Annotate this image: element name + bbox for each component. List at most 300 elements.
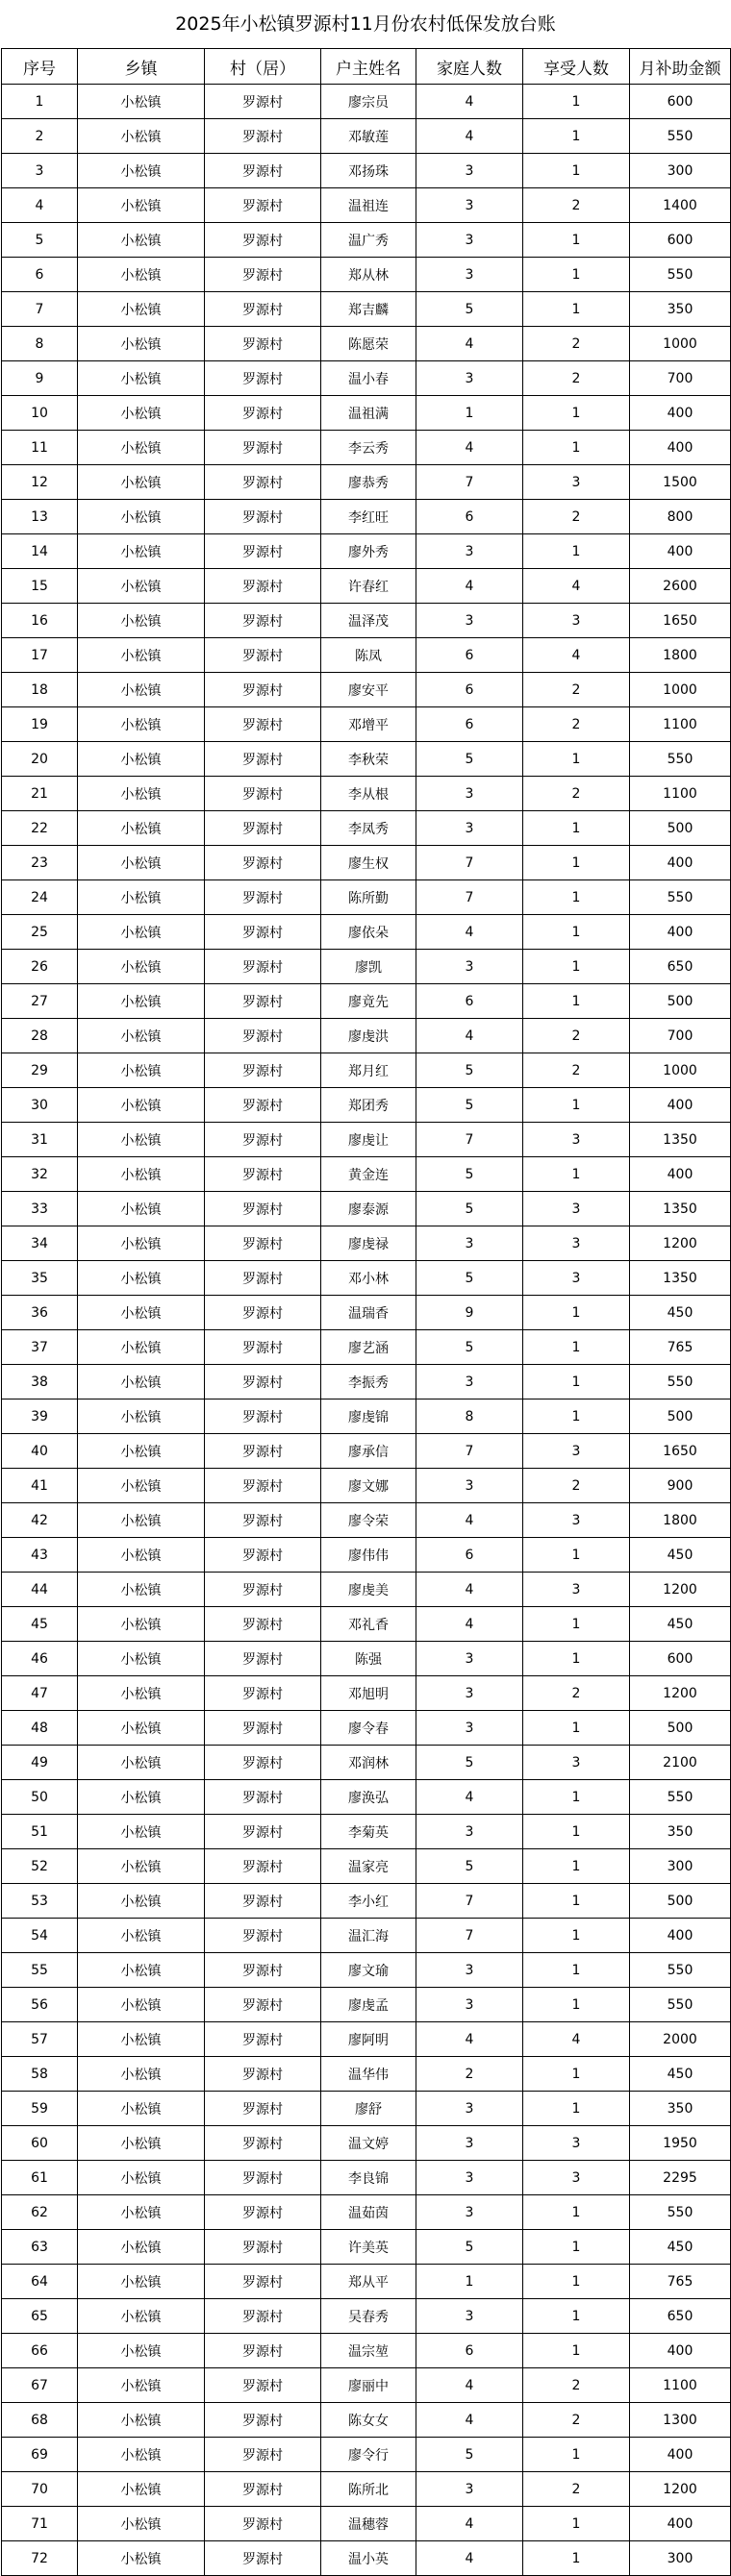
family-size: 7 [416,846,523,880]
family-size: 4 [416,1573,523,1607]
table-row [2,1192,731,1226]
householder-name: 温泽茂 [321,604,416,638]
family-size: 3 [416,2161,523,2195]
township-cell: 小松镇 [78,1953,205,1988]
township-cell: 小松镇 [78,2299,205,2334]
village-cell: 罗源村 [205,707,321,742]
village-cell: 罗源村 [205,2541,321,2576]
beneficiary-count: 1 [523,811,630,846]
householder-name: 廖虔锦 [321,1399,416,1434]
township-cell: 小松镇 [78,707,205,742]
table-row [2,984,731,1019]
row-index: 21 [2,777,78,811]
family-size: 7 [416,1884,523,1919]
row-index: 35 [2,1261,78,1296]
beneficiary-count: 1 [523,154,630,188]
village-cell: 罗源村 [205,1053,321,1088]
family-size: 3 [416,950,523,984]
monthly-subsidy: 1100 [630,707,731,742]
table-row [2,1711,731,1746]
monthly-subsidy: 400 [630,915,731,950]
monthly-subsidy: 600 [630,1642,731,1676]
township-cell: 小松镇 [78,2161,205,2195]
monthly-subsidy: 900 [630,1469,731,1503]
family-size: 4 [416,569,523,604]
householder-name: 温祖连 [321,188,416,223]
family-size: 5 [416,1330,523,1365]
village-cell: 罗源村 [205,1676,321,1711]
monthly-subsidy: 1950 [630,2126,731,2161]
row-index: 36 [2,1296,78,1330]
beneficiary-count: 1 [523,1919,630,1953]
table-row [2,2403,731,2438]
beneficiary-count: 2 [523,361,630,396]
monthly-subsidy: 1100 [630,2368,731,2403]
township-cell: 小松镇 [78,188,205,223]
table-row [2,2126,731,2161]
township-cell: 小松镇 [78,2472,205,2507]
village-cell: 罗源村 [205,2438,321,2472]
township-cell: 小松镇 [78,638,205,673]
family-size: 9 [416,1296,523,1330]
table-row [2,742,731,777]
table-row [2,1573,731,1607]
ledger-table [1,48,731,2576]
beneficiary-count: 3 [523,1226,630,1261]
table-row [2,2299,731,2334]
row-index: 10 [2,396,78,431]
table-row [2,1815,731,1849]
householder-name: 廖宗员 [321,85,416,119]
beneficiary-count: 3 [523,1746,630,1780]
row-index: 69 [2,2438,78,2472]
householder-name: 温汇海 [321,1919,416,1953]
table-row [2,1365,731,1399]
table-row [2,1019,731,1053]
beneficiary-count: 1 [523,396,630,431]
township-cell: 小松镇 [78,1330,205,1365]
village-cell: 罗源村 [205,1746,321,1780]
householder-name: 廖伟伟 [321,1538,416,1573]
monthly-subsidy: 1350 [630,1123,731,1157]
householder-name: 温茹茵 [321,2195,416,2230]
householder-name: 李红旺 [321,500,416,534]
village-cell: 罗源村 [205,742,321,777]
family-size: 4 [416,2403,523,2438]
township-cell: 小松镇 [78,950,205,984]
township-cell: 小松镇 [78,1815,205,1849]
householder-name: 李良锦 [321,2161,416,2195]
householder-name: 廖虔洪 [321,1019,416,1053]
monthly-subsidy: 300 [630,2541,731,2576]
village-cell: 罗源村 [205,1019,321,1053]
row-index: 72 [2,2541,78,2576]
row-index: 61 [2,2161,78,2195]
beneficiary-count: 2 [523,2403,630,2438]
monthly-subsidy: 2600 [630,569,731,604]
monthly-subsidy: 300 [630,1849,731,1884]
family-size: 2 [416,2057,523,2092]
row-index: 39 [2,1399,78,1434]
monthly-subsidy: 450 [630,1296,731,1330]
township-cell: 小松镇 [78,2438,205,2472]
village-cell: 罗源村 [205,1226,321,1261]
family-size: 3 [416,1365,523,1399]
township-cell: 小松镇 [78,1538,205,1573]
family-size: 8 [416,1399,523,1434]
village-cell: 罗源村 [205,1884,321,1919]
table-row [2,1538,731,1573]
family-size: 3 [416,1226,523,1261]
family-size: 3 [416,811,523,846]
family-size: 5 [416,1088,523,1123]
householder-name: 廖恭秀 [321,465,416,500]
monthly-subsidy: 400 [630,534,731,569]
village-cell: 罗源村 [205,1469,321,1503]
table-row [2,431,731,465]
family-size: 3 [416,1711,523,1746]
householder-name: 温瑞香 [321,1296,416,1330]
row-index: 16 [2,604,78,638]
beneficiary-count: 1 [523,1642,630,1676]
township-cell: 小松镇 [78,500,205,534]
monthly-subsidy: 550 [630,119,731,154]
row-index: 60 [2,2126,78,2161]
monthly-subsidy: 550 [630,258,731,292]
village-cell: 罗源村 [205,2299,321,2334]
row-index: 26 [2,950,78,984]
beneficiary-count: 2 [523,1053,630,1088]
monthly-subsidy: 1500 [630,465,731,500]
village-cell: 罗源村 [205,2022,321,2057]
monthly-subsidy: 600 [630,85,731,119]
table-row [2,1226,731,1261]
village-cell: 罗源村 [205,1953,321,1988]
beneficiary-count: 1 [523,2541,630,2576]
township-cell: 小松镇 [78,1053,205,1088]
village-cell: 罗源村 [205,1849,321,1884]
family-size: 4 [416,2507,523,2541]
village-cell: 罗源村 [205,1296,321,1330]
row-index: 50 [2,1780,78,1815]
township-cell: 小松镇 [78,811,205,846]
householder-name: 吴春秀 [321,2299,416,2334]
monthly-subsidy: 400 [630,1157,731,1192]
row-index: 46 [2,1642,78,1676]
row-index: 59 [2,2092,78,2126]
row-index: 57 [2,2022,78,2057]
township-cell: 小松镇 [78,569,205,604]
householder-name: 温广秀 [321,223,416,258]
family-size: 4 [416,2022,523,2057]
beneficiary-count: 1 [523,534,630,569]
township-cell: 小松镇 [78,465,205,500]
township-cell: 小松镇 [78,223,205,258]
beneficiary-count: 1 [523,1711,630,1746]
village-cell: 罗源村 [205,1815,321,1849]
row-index: 3 [2,154,78,188]
township-cell: 小松镇 [78,1503,205,1538]
beneficiary-count: 3 [523,1192,630,1226]
beneficiary-count: 2 [523,2368,630,2403]
village-cell: 罗源村 [205,1261,321,1296]
row-index: 29 [2,1053,78,1088]
row-index: 71 [2,2507,78,2541]
monthly-subsidy: 2100 [630,1746,731,1780]
village-cell: 罗源村 [205,1503,321,1538]
row-index: 13 [2,500,78,534]
township-cell: 小松镇 [78,742,205,777]
village-cell: 罗源村 [205,1365,321,1399]
village-cell: 罗源村 [205,1330,321,1365]
village-cell: 罗源村 [205,2368,321,2403]
family-size: 1 [416,396,523,431]
col-householder-header: 户主姓名 [321,49,416,85]
monthly-subsidy: 650 [630,2299,731,2334]
monthly-subsidy: 1000 [630,1053,731,1088]
table-row [2,1157,731,1192]
village-cell: 罗源村 [205,2161,321,2195]
village-cell: 罗源村 [205,500,321,534]
family-size: 3 [416,223,523,258]
family-size: 4 [416,2541,523,2576]
village-cell: 罗源村 [205,188,321,223]
page-title: 2025年小松镇罗源村11月份农村低保发放台账 [175,13,556,35]
village-cell: 罗源村 [205,984,321,1019]
family-size: 5 [416,742,523,777]
table-row [2,2472,731,2507]
family-size: 3 [416,2299,523,2334]
monthly-subsidy: 2295 [630,2161,731,2195]
family-size: 6 [416,984,523,1019]
beneficiary-count: 1 [523,1815,630,1849]
householder-name: 廖外秀 [321,534,416,569]
village-cell: 罗源村 [205,1573,321,1607]
row-index: 31 [2,1123,78,1157]
family-size: 4 [416,85,523,119]
householder-name: 黄金连 [321,1157,416,1192]
col-monthly-subsidy-header: 月补助金额 [630,49,731,85]
table-row [2,2438,731,2472]
township-cell: 小松镇 [78,1192,205,1226]
row-index: 44 [2,1573,78,1607]
table-row [2,1469,731,1503]
row-index: 53 [2,1884,78,1919]
table-row [2,638,731,673]
village-cell: 罗源村 [205,604,321,638]
family-size: 3 [416,258,523,292]
township-cell: 小松镇 [78,1088,205,1123]
township-cell: 小松镇 [78,396,205,431]
village-cell: 罗源村 [205,1123,321,1157]
beneficiary-count: 3 [523,1261,630,1296]
township-cell: 小松镇 [78,1157,205,1192]
township-cell: 小松镇 [78,2403,205,2438]
table-row [2,1261,731,1296]
householder-name: 邓旭明 [321,1676,416,1711]
table-row [2,119,731,154]
monthly-subsidy: 400 [630,2334,731,2368]
householder-name: 邓礼香 [321,1607,416,1642]
family-size: 5 [416,2230,523,2265]
beneficiary-count: 1 [523,1157,630,1192]
householder-name: 陈女女 [321,2403,416,2438]
beneficiary-count: 3 [523,2161,630,2195]
village-cell: 罗源村 [205,2092,321,2126]
township-cell: 小松镇 [78,327,205,361]
family-size: 6 [416,707,523,742]
householder-name: 廖文瑜 [321,1953,416,1988]
village-cell: 罗源村 [205,1780,321,1815]
row-index: 5 [2,223,78,258]
table-row [2,1123,731,1157]
beneficiary-count: 1 [523,258,630,292]
monthly-subsidy: 765 [630,2265,731,2299]
row-index: 56 [2,1988,78,2022]
village-cell: 罗源村 [205,569,321,604]
village-cell: 罗源村 [205,1088,321,1123]
family-size: 6 [416,673,523,707]
table-row [2,1503,731,1538]
monthly-subsidy: 400 [630,396,731,431]
monthly-subsidy: 350 [630,2092,731,2126]
monthly-subsidy: 1200 [630,1676,731,1711]
beneficiary-count: 1 [523,2438,630,2472]
beneficiary-count: 1 [523,2195,630,2230]
householder-name: 廖令荣 [321,1503,416,1538]
beneficiary-count: 1 [523,2265,630,2299]
family-size: 3 [416,1815,523,1849]
table-row [2,2368,731,2403]
householder-name: 温小春 [321,361,416,396]
beneficiary-count: 1 [523,85,630,119]
village-cell: 罗源村 [205,2230,321,2265]
monthly-subsidy: 550 [630,2195,731,2230]
monthly-subsidy: 450 [630,2230,731,2265]
householder-name: 廖安平 [321,673,416,707]
table-row [2,1676,731,1711]
village-cell: 罗源村 [205,811,321,846]
row-index: 49 [2,1746,78,1780]
village-cell: 罗源村 [205,154,321,188]
beneficiary-count: 1 [523,880,630,915]
family-size: 3 [416,2092,523,2126]
monthly-subsidy: 400 [630,2507,731,2541]
row-index: 66 [2,2334,78,2368]
family-size: 7 [416,465,523,500]
householder-name: 温华伟 [321,2057,416,2092]
table-row [2,292,731,327]
householder-name: 郑从平 [321,2265,416,2299]
monthly-subsidy: 650 [630,950,731,984]
householder-name: 陈所北 [321,2472,416,2507]
householder-name: 李从根 [321,777,416,811]
householder-name: 邓扬珠 [321,154,416,188]
village-cell: 罗源村 [205,777,321,811]
row-index: 32 [2,1157,78,1192]
township-cell: 小松镇 [78,1123,205,1157]
householder-name: 温家亮 [321,1849,416,1884]
col-beneficiaries-header: 享受人数 [523,49,630,85]
township-cell: 小松镇 [78,1919,205,1953]
village-cell: 罗源村 [205,2195,321,2230]
table-body [2,85,731,2576]
township-cell: 小松镇 [78,1676,205,1711]
householder-name: 李凤秀 [321,811,416,846]
beneficiary-count: 1 [523,915,630,950]
monthly-subsidy: 550 [630,1365,731,1399]
village-cell: 罗源村 [205,1919,321,1953]
village-cell: 罗源村 [205,327,321,361]
beneficiary-count: 4 [523,638,630,673]
table-row [2,2161,731,2195]
beneficiary-count: 1 [523,292,630,327]
table-row [2,950,731,984]
township-cell: 小松镇 [78,1296,205,1330]
table-row [2,1953,731,1988]
row-index: 9 [2,361,78,396]
township-cell: 小松镇 [78,880,205,915]
householder-name: 李振秀 [321,1365,416,1399]
township-cell: 小松镇 [78,777,205,811]
table-row [2,2022,731,2057]
family-size: 7 [416,1434,523,1469]
row-index: 7 [2,292,78,327]
township-cell: 小松镇 [78,2265,205,2299]
family-size: 4 [416,915,523,950]
householder-name: 廖阿明 [321,2022,416,2057]
beneficiary-count: 1 [523,1365,630,1399]
householder-name: 廖虔让 [321,1123,416,1157]
beneficiary-count: 1 [523,1849,630,1884]
beneficiary-count: 1 [523,2334,630,2368]
beneficiary-count: 3 [523,1503,630,1538]
row-index: 2 [2,119,78,154]
beneficiary-count: 2 [523,188,630,223]
beneficiary-count: 4 [523,569,630,604]
table-row [2,1088,731,1123]
beneficiary-count: 3 [523,2126,630,2161]
family-size: 3 [416,2195,523,2230]
family-size: 4 [416,327,523,361]
family-size: 4 [416,2368,523,2403]
beneficiary-count: 2 [523,777,630,811]
township-cell: 小松镇 [78,1849,205,1884]
township-cell: 小松镇 [78,2022,205,2057]
householder-name: 廖凯 [321,950,416,984]
township-cell: 小松镇 [78,984,205,1019]
family-size: 3 [416,604,523,638]
householder-name: 廖涣弘 [321,1780,416,1815]
householder-name: 郑团秀 [321,1088,416,1123]
township-cell: 小松镇 [78,1261,205,1296]
beneficiary-count: 1 [523,846,630,880]
village-cell: 罗源村 [205,2403,321,2438]
village-cell: 罗源村 [205,846,321,880]
monthly-subsidy: 400 [630,2438,731,2472]
table-row [2,327,731,361]
beneficiary-count: 1 [523,1884,630,1919]
family-size: 3 [416,361,523,396]
township-cell: 小松镇 [78,1642,205,1676]
township-cell: 小松镇 [78,2507,205,2541]
header-row [2,49,731,85]
township-cell: 小松镇 [78,2195,205,2230]
family-size: 7 [416,1123,523,1157]
beneficiary-count: 1 [523,2230,630,2265]
village-cell: 罗源村 [205,2507,321,2541]
beneficiary-count: 1 [523,2057,630,2092]
